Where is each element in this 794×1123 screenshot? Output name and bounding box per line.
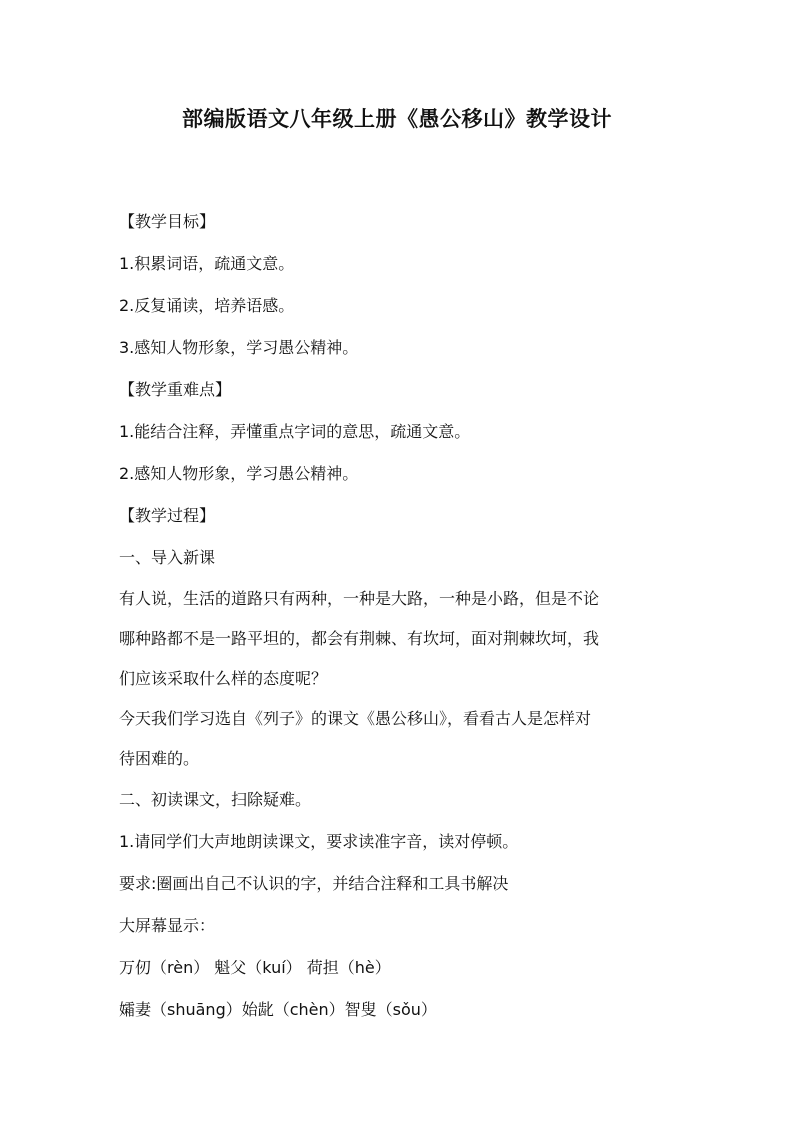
pinyin-line: 万仞（rèn） 魁父（kuí） 荷担（hè）	[119, 958, 391, 977]
step2-heading: 二、初读课文，扫除疑难。	[119, 790, 312, 809]
step2-item-1: 1.请同学们大声地朗读课文，要求读准字音，读对停顿。	[119, 832, 519, 851]
step1-paragraph-2	[119, 699, 681, 779]
key-point-item: 2.感知人物形象，学习愚公精神。	[119, 464, 359, 483]
objective-item: 3.感知人物形象，学习愚公精神。	[119, 338, 359, 357]
objective-item: 2.反复诵读，培养语感。	[119, 296, 295, 315]
objective-item: 1.积累词语，疏通文意。	[119, 254, 295, 273]
paragraph-line: 们应该采取什么样的态度呢？	[119, 669, 328, 688]
paragraph-line: 哪种路都不是一路平坦的，都会有荆棘、有坎坷，面对荆棘坎坷，我	[119, 629, 600, 648]
key-point-item: 1.能结合注释，弄懂重点字词的意思，疏通文意。	[119, 422, 471, 441]
document-title: 部编版语文八年级上册《愚公移山》教学设计	[182, 107, 612, 131]
step1-heading: 一、导入新课	[119, 548, 216, 567]
pinyin-line: 孀妻（shuāng）始龀（chèn）智叟（sǒu）	[119, 1000, 437, 1019]
key-points-heading: 【教学重难点】	[119, 380, 232, 399]
step2-requirement: 要求:圈画出自己不认识的字，并结合注释和工具书解决	[119, 874, 509, 893]
document-body	[119, 201, 681, 1031]
paragraph-line: 今天我们学习选自《列子》的课文《愚公移山》，看看古人是怎样对	[119, 709, 592, 728]
objectives-heading: 【教学目标】	[119, 212, 216, 231]
process-heading: 【教学过程】	[119, 506, 216, 525]
paragraph-line: 有人说，生活的道路只有两种，一种是大路，一种是小路，但是不论	[119, 589, 600, 608]
step1-paragraph-1	[119, 579, 681, 699]
paragraph-line: 待困难的。	[119, 749, 200, 768]
screen-display-label: 大屏幕显示：	[119, 916, 216, 935]
